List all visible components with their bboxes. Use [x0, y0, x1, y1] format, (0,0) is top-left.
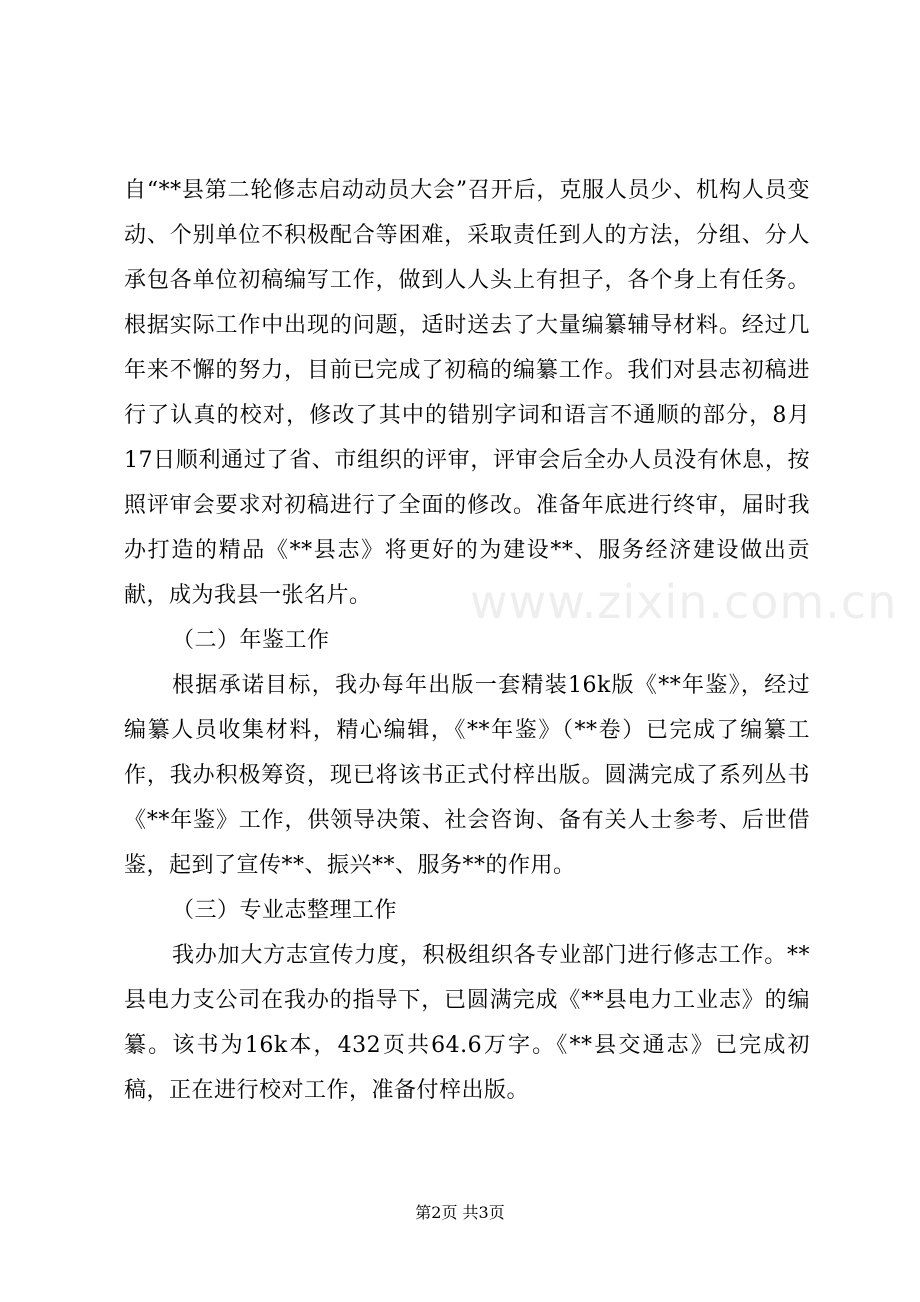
- paragraph-professional-annals: 我办加大方志宣传力度，积极组织各专业部门进行修志工作。**县电力支公司在我办的指导下，已圆满完成《**县电力工业志》的编纂。该书为16k本，432页共64.6万字。《**县交通志》已完成初稿，正在进行校对工作，准备付梓出版。: [124, 943, 810, 1103]
- section-heading-yearbook: （二）年鉴工作: [172, 628, 330, 653]
- page-footer: 第2页 共3页: [415, 1203, 505, 1222]
- section-heading-professional-annals: （三）专业志整理工作: [172, 898, 398, 923]
- watermark: www.zixin.com.cn: [470, 575, 898, 629]
- paragraph-yearbook: 根据承诺目标，我办每年出版一套精装16k版《**年鉴》，经过编纂人员收集材料，精心编辑，《**年鉴》（**卷）已完成了编纂工作，我办积极筹资，现已将该书正式付梓出版。圆满完成了系列丛书《**年鉴》工作，供领导决策、社会咨询、备有关人士参考、后世借鉴，起到了宣传**、振兴**、服务**的作用。: [124, 673, 810, 878]
- paragraph-county-annals: 自“**县第二轮修志启动动员大会”召开后，克服人员少、机构人员变动、个别单位不积极配合等困难，采取责任到人的方法，分组、分人承包各单位初稿编写工作，做到人人头上有担子，各个身上有任务。根据实际工作中出现的问题，适时送去了大量编纂辅导材料。经过几年来不懈的努力，目前已完成了初稿的编纂工作。我们对县志初稿进行了认真的校对，修改了其中的错别字词和语言不通顺的部分，8月17日顺利通过了省、市组织的评审，评审会后全办人员没有休息，按照评审会要求对初稿进行了全面的修改。准备年底进行终审，届时我办打造的精品《**县志》将更好的为建设**、服务经济建设做出贡献，成为我县一张名片。: [124, 178, 810, 608]
- document-body: [124, 168, 810, 1113]
